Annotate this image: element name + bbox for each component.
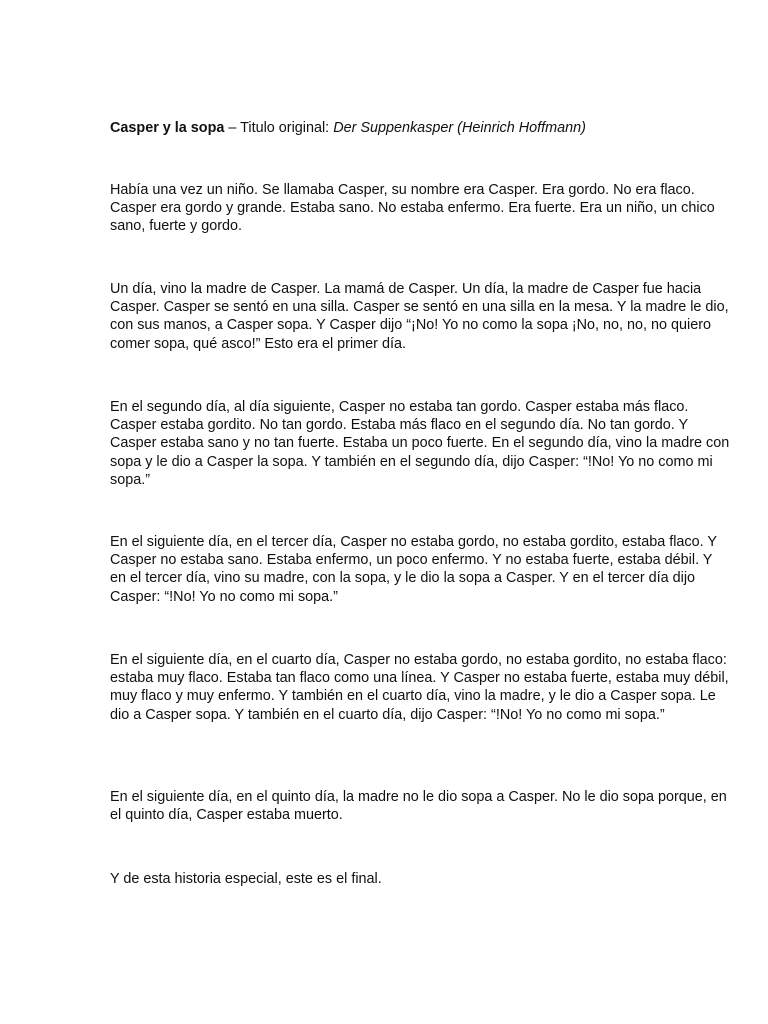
- paragraph: Y de esta historia especial, este es el final.: [110, 871, 382, 887]
- paragraph: En el segundo día, al día siguiente, Casper no estaba tan gordo. Casper estaba más flaco. Casper estaba gordito. No tan gordo. Estaba más flaco en el segundo día. No tan gordo. Y Casper estaba sano y no tan fuerte. Estaba un poco fuerte. En el segundo día, vino la madre con sopa y le dio a Casper la sopa. Y también en el segundo día, dijo Casper: “!No! Yo no como mi sopa.”: [110, 399, 730, 488]
- title-original: Der Suppenkasper (Heinrich Hoffmann): [333, 120, 586, 136]
- paragraph: Había una vez un niño. Se llamaba Casper, su nombre era Casper. Era gordo. No era flaco. Casper era gordo y grande. Estaba sano. No estaba enfermo. Era fuerte. Era un niño, un chico sano, fuerte y gordo.: [110, 182, 715, 235]
- paragraph: En el siguiente día, en el tercer día, Casper no estaba gordo, no estaba gordito, estaba flaco. Y Casper no estaba sano. Estaba enfermo, un poco enfermo. Y no estaba fuerte, estaba débil. Y en el tercer día, vino su madre, con la sopa, y le dio la sopa a Casper. Y en el tercer día dijo Casper: “!No! Yo no como mi sopa.”: [110, 534, 717, 605]
- title-separator: – Titulo original:: [224, 120, 334, 136]
- document-title: [110, 119, 730, 137]
- paragraph: Un día, vino la madre de Casper. La mamá de Casper. Un día, la madre de Casper fue hacia Casper. Casper se sentó en una silla. Casper se sentó en una silla en la mesa. Y la madre le dio, con sus manos, a Casper sopa. Y Casper dijo “¡No! Yo no como la sopa ¡No, no, no, no quiero comer sopa, qué asco!” Esto era el primer día.: [110, 281, 729, 352]
- title-bold: Casper y la sopa: [110, 120, 225, 136]
- paragraph: En el siguiente día, en el quinto día, la madre no le dio sopa a Casper. No le dio sopa porque, en el quinto día, Casper estaba muerto.: [110, 789, 727, 824]
- paragraph: En el siguiente día, en el cuarto día, Casper no estaba gordo, no estaba gordito, no estaba flaco: estaba muy flaco. Estaba tan flaco como una línea. Y Casper no estaba fuerte, estaba muy débil, muy flaco y muy enfermo. Y también en el cuarto día, vino la madre, y le dio a Casper sopa. Le dio a Casper sopa. Y también en el cuarto día, dijo Casper: “!No! Yo no como mi sopa.”: [110, 652, 729, 723]
